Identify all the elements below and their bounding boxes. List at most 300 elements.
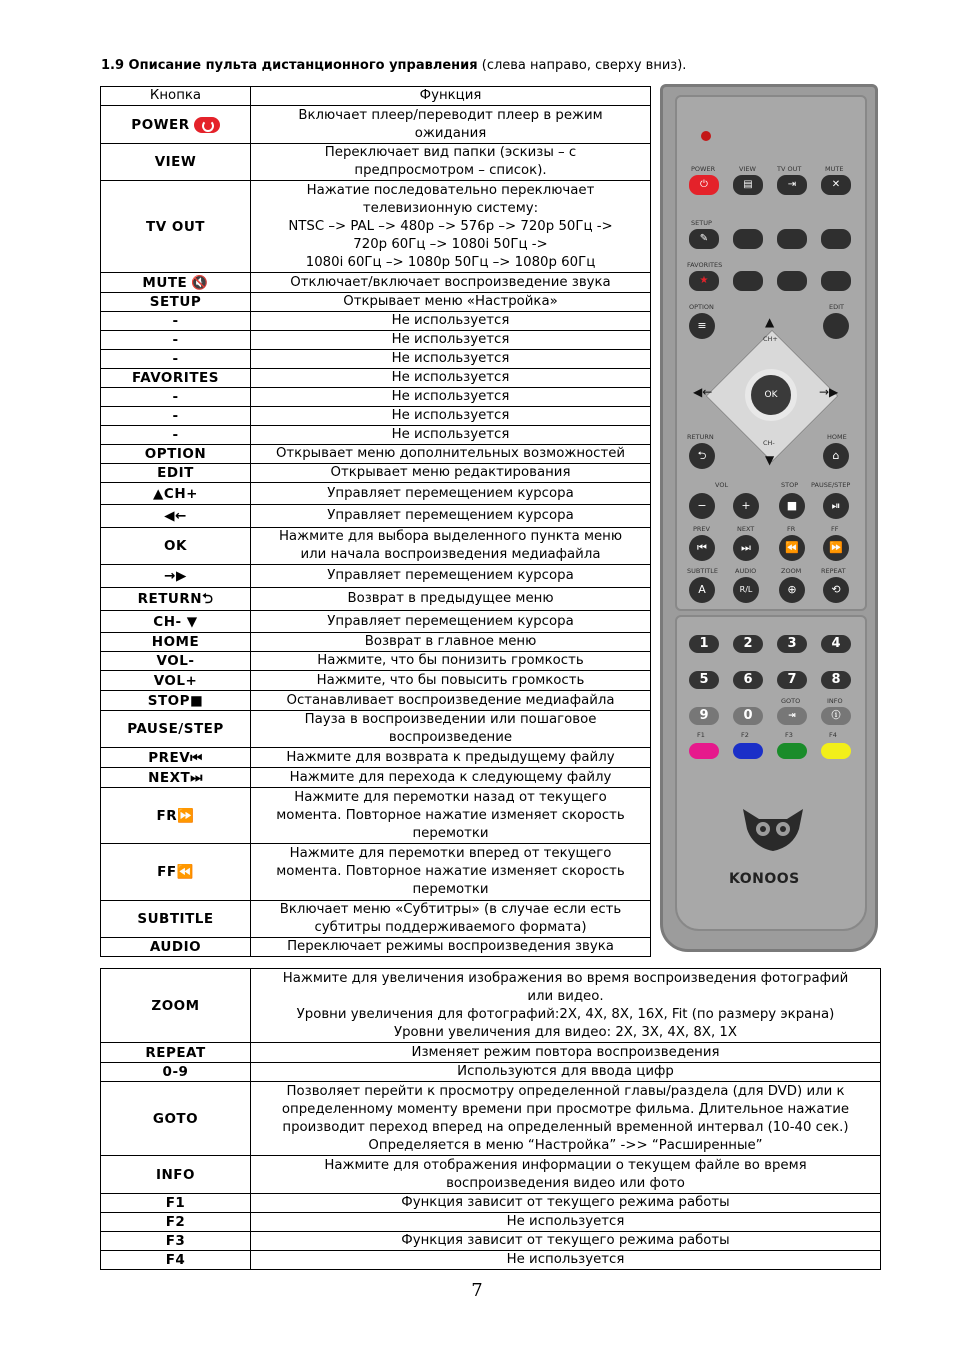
function-line: Не используется bbox=[391, 313, 510, 328]
function-line: Позволяет перейти к просмотру определенной главы/раздела (для DVD) или к bbox=[286, 1083, 845, 1099]
function-line: Открывает меню дополнительных возможностей bbox=[275, 446, 626, 461]
function-cell bbox=[251, 331, 651, 350]
button-name-cell bbox=[101, 1251, 251, 1270]
function-line: Уровни увеличения для видео: 2X, 3X, 4X, 8X, 1X bbox=[394, 1024, 737, 1040]
table-row bbox=[101, 1213, 881, 1232]
label-option: OPTION bbox=[689, 303, 714, 311]
remote-ff-button: ⏩ bbox=[823, 535, 849, 561]
remote-option-button: ≡ bbox=[689, 313, 715, 339]
label-chminus: CH- bbox=[763, 439, 775, 447]
function-cell bbox=[251, 611, 651, 633]
function-line: Открывает меню «Настройка» bbox=[343, 294, 558, 309]
button-name-cell bbox=[101, 1194, 251, 1213]
remote-edit-button bbox=[823, 313, 849, 339]
button-name-cell bbox=[101, 969, 251, 1043]
label-edit: EDIT bbox=[829, 303, 844, 311]
function-line: воспроизведение bbox=[388, 730, 513, 745]
function-line: Включает плеер/переводит плеер в режим bbox=[298, 107, 603, 123]
table-row bbox=[101, 611, 651, 633]
function-line: 720p 60Гц –> 1080i 50Гц -> bbox=[353, 236, 548, 252]
button-name: EDIT bbox=[157, 465, 194, 481]
button-name: OPTION bbox=[144, 446, 207, 462]
function-cell bbox=[251, 312, 651, 331]
remote-digit-5: 5 bbox=[689, 671, 719, 689]
function-line: Переключает вид папки (эскизы – с bbox=[324, 145, 577, 160]
function-cell bbox=[251, 1082, 881, 1156]
remote-unused-button bbox=[821, 271, 851, 291]
function-cell bbox=[251, 588, 651, 611]
function-cell bbox=[251, 106, 651, 144]
label-prev: PREV bbox=[693, 525, 710, 533]
function-cell bbox=[251, 1194, 881, 1213]
function-line: Не используется bbox=[391, 427, 510, 442]
button-name: F2 bbox=[165, 1214, 186, 1230]
label-audio: AUDIO bbox=[735, 567, 757, 575]
button-name: PREV⏮ bbox=[148, 749, 203, 766]
table-row bbox=[101, 505, 651, 528]
label-return: RETURN bbox=[687, 433, 714, 441]
function-line: субтитры поддерживаемого формата) bbox=[314, 920, 587, 935]
function-line: перемотки bbox=[412, 825, 489, 841]
function-cell bbox=[251, 369, 651, 388]
left-arrow-icon: ◀← bbox=[693, 385, 713, 399]
button-name-cell bbox=[101, 273, 251, 293]
remote-digit-3: 3 bbox=[777, 635, 807, 653]
function-line: предпросмотром – список). bbox=[354, 163, 547, 178]
label-home: HOME bbox=[827, 433, 847, 441]
button-name: PAUSE/STEP bbox=[127, 721, 224, 737]
function-cell bbox=[251, 1232, 881, 1251]
button-name-cell bbox=[101, 464, 251, 483]
remote-vol-plus-button: + bbox=[733, 493, 759, 519]
table-row bbox=[101, 464, 651, 483]
function-line: Нажмите для отображения информации о текущем файле во время bbox=[324, 1157, 807, 1173]
function-line: Не используется bbox=[391, 408, 510, 423]
brand-logo: KONOOS bbox=[729, 871, 800, 887]
function-line: или начала воспроизведения медиафайла bbox=[300, 547, 601, 562]
remote-f1-button bbox=[689, 743, 719, 759]
label-info: INFO bbox=[827, 697, 843, 705]
remote-return-button: ⮌ bbox=[689, 443, 715, 469]
button-name: TV OUT bbox=[145, 218, 205, 235]
label-goto: GOTO bbox=[781, 697, 801, 705]
remote-digit-2: 2 bbox=[733, 635, 763, 653]
function-cell bbox=[251, 633, 651, 652]
table-row bbox=[101, 633, 651, 652]
table-row bbox=[101, 901, 651, 938]
table-row bbox=[101, 1043, 881, 1063]
button-name-cell bbox=[101, 901, 251, 938]
section-title: 1.9 Описание пульта дистанционного управления bbox=[101, 58, 478, 73]
function-cell bbox=[251, 505, 651, 528]
button-name-cell bbox=[101, 768, 251, 788]
button-name-cell bbox=[101, 483, 251, 505]
function-line: Возврат в предыдущее меню bbox=[347, 591, 554, 606]
function-cell bbox=[251, 1156, 881, 1194]
label-pausestep: PAUSE/STEP bbox=[811, 481, 851, 489]
function-line: Пауза в воспроизведении или пошаговое bbox=[304, 712, 597, 727]
label-favorites: FAVORITES bbox=[687, 261, 723, 269]
function-line: Нажмите для перехода к следующему файлу bbox=[289, 769, 612, 785]
table-row bbox=[101, 181, 651, 273]
remote-audio-button: R/L bbox=[733, 577, 759, 603]
button-name-cell bbox=[101, 144, 251, 181]
remote-f2-button bbox=[733, 743, 763, 759]
table-row bbox=[101, 426, 651, 445]
button-name-cell bbox=[101, 350, 251, 369]
function-line: момента. Повторное нажатие изменяет скорость bbox=[276, 807, 625, 823]
button-name: AUDIO bbox=[149, 939, 202, 955]
button-name-cell bbox=[101, 1232, 251, 1251]
function-line: производит переход вперед на определенный временной интервал (10-40 сек.) bbox=[282, 1119, 849, 1135]
function-line: воспроизведения видео или фото bbox=[446, 1175, 685, 1191]
function-cell bbox=[251, 144, 651, 181]
button-name-cell bbox=[101, 1063, 251, 1082]
function-cell bbox=[251, 407, 651, 426]
function-line: или видео. bbox=[527, 988, 604, 1004]
button-name-cell bbox=[101, 445, 251, 464]
label-f3: F3 bbox=[785, 731, 793, 739]
table-row bbox=[101, 711, 651, 748]
remote-zoom-button: ⊕ bbox=[779, 577, 805, 603]
function-line: Включает меню «Субтитры» (в случае если есть bbox=[279, 902, 622, 917]
label-repeat: REPEAT bbox=[821, 567, 846, 575]
buttons-table bbox=[100, 86, 651, 957]
power-icon bbox=[194, 117, 220, 133]
button-name: CH- ▼ bbox=[153, 613, 198, 630]
button-name: HOME bbox=[151, 634, 200, 650]
button-name: ◀← bbox=[164, 508, 187, 524]
remote-repeat-button: ⟲ bbox=[823, 577, 849, 603]
function-cell bbox=[251, 464, 651, 483]
button-name-cell bbox=[101, 588, 251, 611]
function-line: Не используется bbox=[506, 1214, 625, 1229]
label-chplus: CH+ bbox=[763, 335, 778, 343]
table-row bbox=[101, 1251, 881, 1270]
remote-digit-7: 7 bbox=[777, 671, 807, 689]
button-name: GOTO bbox=[152, 1110, 199, 1127]
function-line: Не используется bbox=[391, 389, 510, 404]
label-subtitle: SUBTITLE bbox=[687, 567, 718, 575]
table-row bbox=[101, 331, 651, 350]
remote-pausestep-button: ⏯ bbox=[823, 493, 849, 519]
remote-stop-button: ■ bbox=[779, 493, 805, 519]
remote-unused-button bbox=[777, 229, 807, 249]
section-heading bbox=[101, 58, 686, 73]
function-line: Функция зависит от текущего режима работы bbox=[401, 1195, 730, 1210]
remote-body bbox=[660, 84, 878, 952]
function-line: Не используется bbox=[391, 351, 510, 366]
button-name: SUBTITLE bbox=[137, 911, 214, 927]
remote-vol-minus-button: − bbox=[689, 493, 715, 519]
function-line: Нажмите для возврата к предыдущему файлу bbox=[286, 749, 615, 765]
function-line: телевизионную систему: bbox=[362, 200, 539, 216]
label-view: VIEW bbox=[739, 165, 756, 173]
button-name-cell bbox=[101, 938, 251, 957]
function-cell bbox=[251, 388, 651, 407]
button-name: - bbox=[172, 313, 179, 329]
function-cell bbox=[251, 652, 651, 671]
button-name-cell bbox=[101, 505, 251, 528]
table-row bbox=[101, 768, 651, 788]
button-name-cell bbox=[101, 388, 251, 407]
function-cell bbox=[251, 671, 651, 691]
button-name: F4 bbox=[165, 1252, 186, 1268]
indicator-led bbox=[701, 131, 711, 141]
button-name: →▶ bbox=[164, 568, 187, 584]
remote-unused-button bbox=[821, 229, 851, 249]
button-name-cell bbox=[101, 748, 251, 768]
table-row bbox=[101, 691, 651, 711]
function-line: 1080i 60Гц –> 1080p 50Гц –> 1080p 60Гц bbox=[305, 254, 596, 270]
remote-unused-button bbox=[733, 229, 763, 249]
table-row bbox=[101, 350, 651, 369]
function-cell bbox=[251, 969, 881, 1043]
button-name: RETURN⮌ bbox=[137, 591, 214, 607]
function-cell bbox=[251, 350, 651, 369]
function-line: Открывает меню редактирования bbox=[330, 465, 571, 480]
function-line: Управляет перемещением курсора bbox=[327, 508, 574, 523]
function-line: Останавливает воспроизведение медиафайла bbox=[286, 692, 615, 708]
table-row bbox=[101, 844, 651, 901]
button-name-cell bbox=[101, 312, 251, 331]
button-name: INFO bbox=[155, 1166, 196, 1183]
function-cell bbox=[251, 1043, 881, 1063]
button-name: - bbox=[172, 389, 179, 405]
button-name: MUTE bbox=[142, 274, 188, 291]
button-name-cell bbox=[101, 1043, 251, 1063]
table-row bbox=[101, 312, 651, 331]
table-row bbox=[101, 273, 651, 293]
function-line: Не используется bbox=[391, 370, 510, 385]
remote-digit-4: 4 bbox=[821, 635, 851, 653]
function-line: Управляет перемещением курсора bbox=[327, 485, 574, 501]
button-name: F3 bbox=[165, 1233, 186, 1249]
button-name: - bbox=[172, 351, 179, 367]
button-name-cell bbox=[101, 691, 251, 711]
buttons-table-wide bbox=[100, 968, 881, 1270]
button-name: ZOOM bbox=[151, 997, 200, 1014]
button-name-cell bbox=[101, 1156, 251, 1194]
function-line: Уровни увеличения для фотографий:2X, 4X, 8X, 16X, Fit (по размеру экрана) bbox=[296, 1006, 835, 1022]
button-name: STOP■ bbox=[147, 692, 204, 709]
down-arrow-icon: ▼ bbox=[765, 453, 775, 467]
remote-digit-0: 0 bbox=[733, 707, 763, 725]
button-name: VIEW bbox=[154, 154, 197, 170]
table-row bbox=[101, 106, 651, 144]
button-name-cell bbox=[101, 1213, 251, 1232]
function-cell bbox=[251, 1213, 881, 1232]
remote-info-button: ⓘ bbox=[821, 707, 851, 725]
function-line: Изменяет режим повтора воспроизведения bbox=[411, 1044, 720, 1060]
button-name: - bbox=[172, 427, 179, 443]
function-cell bbox=[251, 711, 651, 748]
function-cell bbox=[251, 293, 651, 312]
function-line: Не используется bbox=[506, 1252, 625, 1267]
up-arrow-icon: ▲ bbox=[765, 315, 775, 329]
function-cell bbox=[251, 1251, 881, 1270]
function-line: момента. Повторное нажатие изменяет скорость bbox=[276, 864, 625, 879]
table-row bbox=[101, 969, 881, 1043]
button-name: SETUP bbox=[149, 294, 202, 310]
button-name: REPEAT bbox=[145, 1044, 206, 1061]
remote-unused-button bbox=[733, 271, 763, 291]
button-name-cell bbox=[101, 711, 251, 748]
function-line: Нажмите для выбора выделенного пункта меню bbox=[278, 529, 623, 544]
button-name: ▲CH+ bbox=[153, 485, 198, 502]
header-func: Функция bbox=[251, 87, 651, 106]
table-row bbox=[101, 565, 651, 588]
remote-fr-button: ⏪ bbox=[779, 535, 805, 561]
button-name: - bbox=[172, 408, 179, 424]
function-cell bbox=[251, 768, 651, 788]
function-line: Нажмите, что бы понизить громкость bbox=[317, 653, 584, 668]
button-name: F1 bbox=[165, 1195, 186, 1211]
button-name-cell bbox=[101, 671, 251, 691]
label-f1: F1 bbox=[697, 731, 705, 739]
button-name: - bbox=[172, 332, 179, 348]
button-name-cell bbox=[101, 652, 251, 671]
table-row bbox=[101, 407, 651, 426]
function-cell bbox=[251, 691, 651, 711]
function-line: Используются для ввода цифр bbox=[457, 1064, 674, 1079]
button-name-cell bbox=[101, 565, 251, 588]
remote-tvout-button: ⇥ bbox=[777, 175, 807, 195]
label-next: NEXT bbox=[737, 525, 755, 533]
table-row bbox=[101, 369, 651, 388]
function-line: Управляет перемещением курсора bbox=[327, 613, 574, 629]
remote-mute-button: ✕ bbox=[821, 175, 851, 195]
table-row bbox=[101, 588, 651, 611]
function-line: Функция зависит от текущего режима работы bbox=[401, 1233, 730, 1248]
function-line: Возврат в главное меню bbox=[364, 634, 537, 649]
table-row bbox=[101, 483, 651, 505]
right-arrow-icon: →▶ bbox=[819, 385, 839, 399]
button-name-cell bbox=[101, 788, 251, 844]
table-row bbox=[101, 1232, 881, 1251]
function-line: Нажмите для перемотки вперед от текущего bbox=[289, 846, 612, 861]
table-row bbox=[101, 1194, 881, 1213]
function-cell bbox=[251, 748, 651, 768]
button-name: FAVORITES bbox=[132, 370, 219, 386]
remote-power-button: ⏻ bbox=[689, 175, 719, 195]
remote-prev-button: ⏮ bbox=[689, 535, 715, 561]
button-name-cell bbox=[101, 528, 251, 565]
button-name-cell bbox=[101, 106, 251, 144]
label-power: POWER bbox=[691, 165, 716, 173]
function-line: Управляет перемещением курсора bbox=[327, 568, 574, 583]
label-setup: SETUP bbox=[691, 219, 712, 227]
function-line: определенному моменту времени при просмотре фильма. Длительное нажатие bbox=[281, 1101, 850, 1117]
function-cell bbox=[251, 1063, 881, 1082]
button-name: POWER bbox=[131, 116, 190, 133]
remote-digit-8: 8 bbox=[821, 671, 851, 689]
label-ff: FF bbox=[831, 525, 839, 533]
function-cell bbox=[251, 426, 651, 445]
function-line: ожидания bbox=[414, 125, 487, 141]
button-name: NEXT⏭ bbox=[148, 769, 203, 786]
remote-favorites-button: ★ bbox=[689, 271, 719, 291]
remote-goto-button: ⇥ bbox=[777, 707, 807, 725]
function-cell bbox=[251, 483, 651, 505]
remote-next-button: ⏭ bbox=[733, 535, 759, 561]
table-row bbox=[101, 388, 651, 407]
label-mute: MUTE bbox=[825, 165, 844, 173]
label-fr: FR bbox=[787, 525, 796, 533]
function-line: Переключает режимы воспроизведения звука bbox=[287, 939, 614, 954]
function-line: Определяется в меню “Настройка” ->> “Расширенные” bbox=[368, 1137, 763, 1153]
button-name-cell bbox=[101, 407, 251, 426]
remote-ok-button: OK bbox=[745, 369, 797, 421]
table-row bbox=[101, 1156, 881, 1194]
remote-digit-1: 1 bbox=[689, 635, 719, 653]
remote-digit-6: 6 bbox=[733, 671, 763, 689]
label-tvout: TV OUT bbox=[777, 165, 802, 173]
button-name-cell bbox=[101, 633, 251, 652]
function-cell bbox=[251, 445, 651, 464]
button-name-cell bbox=[101, 293, 251, 312]
function-cell bbox=[251, 938, 651, 957]
remote-home-button: ⌂ bbox=[823, 443, 849, 469]
remote-unused-button bbox=[777, 271, 807, 291]
function-cell bbox=[251, 844, 651, 901]
owl-logo-icon bbox=[733, 803, 813, 853]
button-name: VOL- bbox=[156, 653, 195, 669]
function-line: Отключает/включает воспроизведение звука bbox=[290, 274, 611, 290]
label-stop: STOP bbox=[781, 481, 799, 489]
table-row bbox=[101, 528, 651, 565]
function-cell bbox=[251, 565, 651, 588]
label-f2: F2 bbox=[741, 731, 749, 739]
table-row bbox=[101, 938, 651, 957]
table-row bbox=[101, 1063, 881, 1082]
table-row bbox=[101, 144, 651, 181]
function-line: перемотки bbox=[412, 882, 489, 897]
function-line: Нажмите, что бы повысить громкость bbox=[316, 672, 585, 688]
function-cell bbox=[251, 901, 651, 938]
button-name: 0-9 bbox=[162, 1064, 189, 1080]
label-f4: F4 bbox=[829, 731, 837, 739]
table-row bbox=[101, 788, 651, 844]
table-row bbox=[101, 293, 651, 312]
table-row bbox=[101, 1082, 881, 1156]
button-name-cell bbox=[101, 844, 251, 901]
button-name: VOL+ bbox=[153, 672, 198, 689]
function-line: NTSC –> PAL –> 480p –> 576p –> 720p 50Гц -> bbox=[288, 218, 613, 234]
function-line: Нажмите для увеличения изображения во время воспроизведения фотографий bbox=[282, 970, 849, 986]
function-cell bbox=[251, 788, 651, 844]
function-cell bbox=[251, 181, 651, 273]
remote-digit-9: 9 bbox=[689, 707, 719, 725]
header-key: Кнопка bbox=[101, 87, 251, 106]
remote-setup-button: ✎ bbox=[689, 229, 719, 249]
button-name-cell bbox=[101, 426, 251, 445]
button-name: FR⏩ bbox=[156, 807, 195, 824]
table-row bbox=[101, 748, 651, 768]
label-zoom: ZOOM bbox=[781, 567, 802, 575]
remote-f4-button bbox=[821, 743, 851, 759]
remote-f3-button bbox=[777, 743, 807, 759]
function-line: Нажмите для перемотки назад от текущего bbox=[294, 789, 607, 805]
function-cell bbox=[251, 273, 651, 293]
table-header-row bbox=[101, 87, 651, 106]
function-cell bbox=[251, 528, 651, 565]
button-name-cell bbox=[101, 369, 251, 388]
page-number: 7 bbox=[471, 1280, 483, 1301]
section-note: (слева направо, сверху вниз). bbox=[477, 58, 687, 73]
mute-icon: 🔇 bbox=[191, 274, 209, 291]
button-name: FF⏪ bbox=[157, 864, 194, 880]
